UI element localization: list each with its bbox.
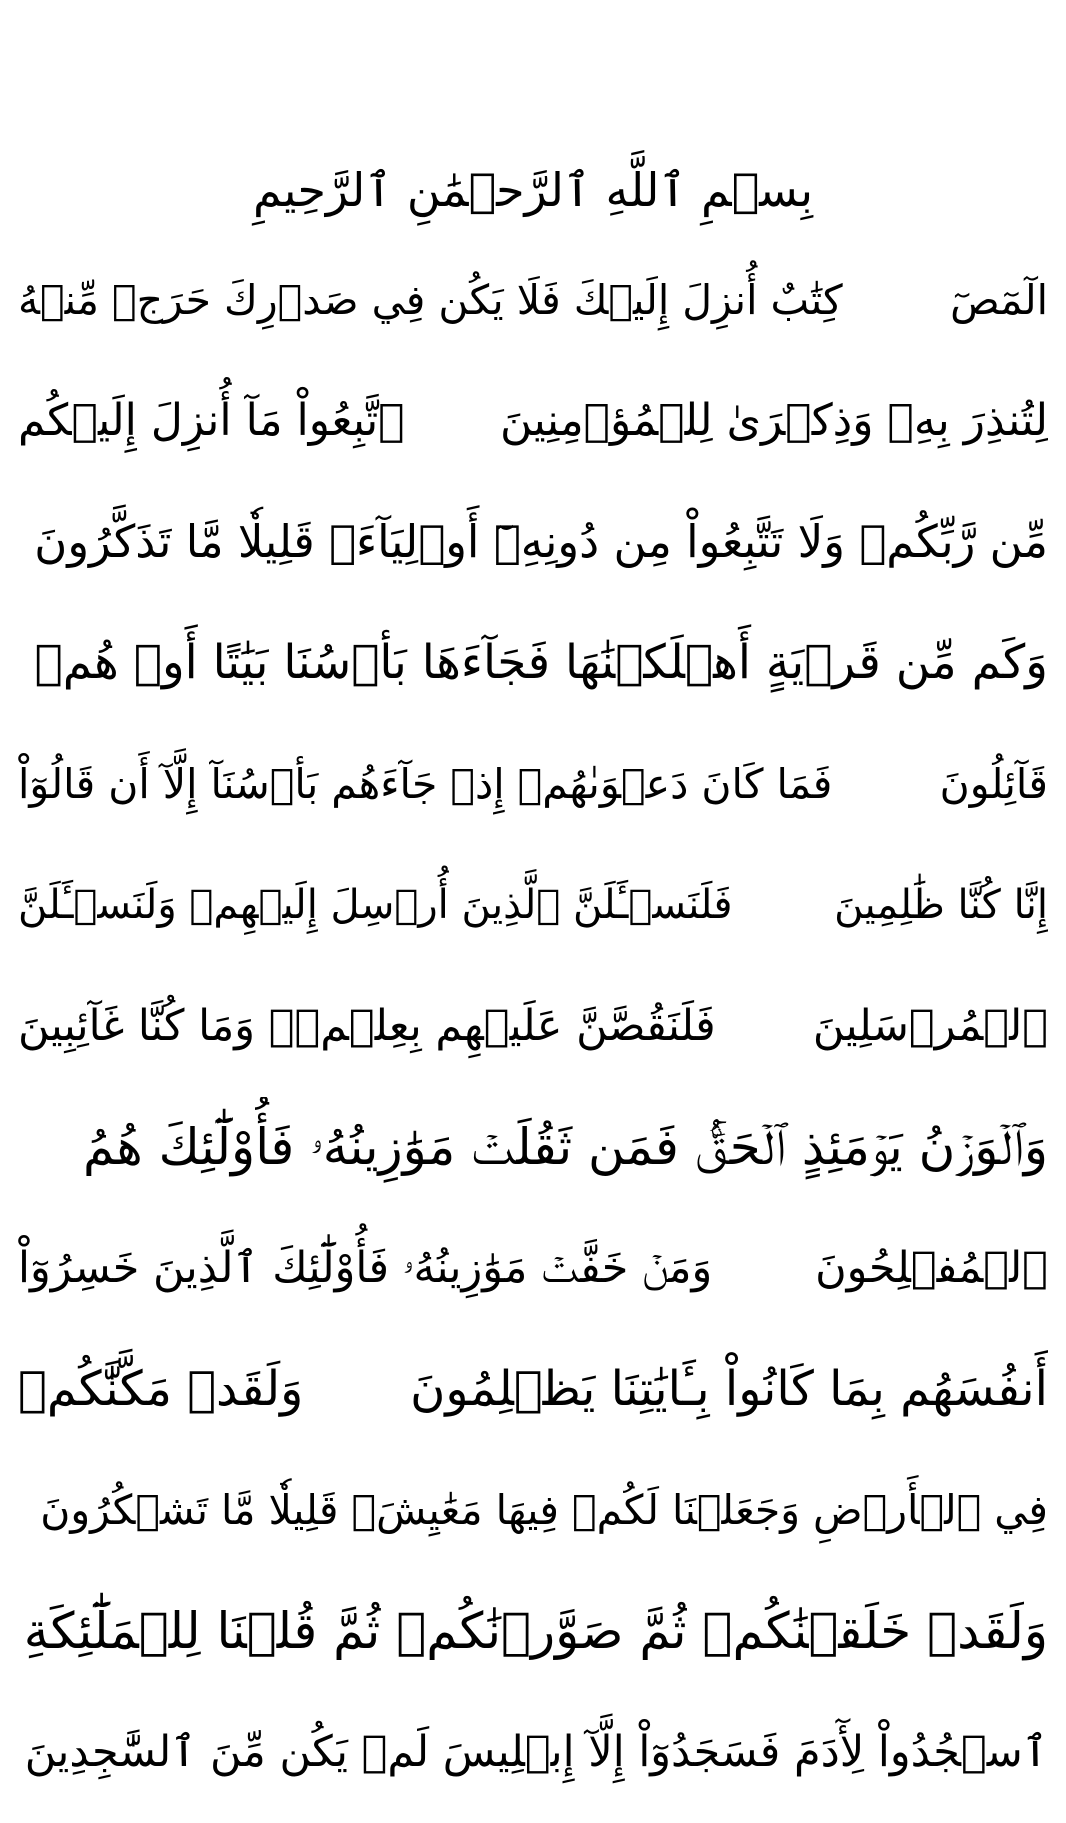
verse-text: ٱسۡجُدُواْ لِأٓدَمَ فَسَجَدُوٓاْ إِلَّآ إِبۡلِيسَ لَمۡ يَكُن مِّنَ ٱلسَّٰجِدِينَ <box>24 1727 1048 1777</box>
verse-line <box>18 1218 1048 1318</box>
verse-text: قَآئِلُونَ <box>939 760 1048 808</box>
verse-text: ٱتَّبِعُواْ مَآ أُنزِلَ إِلَيۡكُم <box>18 395 405 446</box>
verse-line <box>18 1097 1048 1197</box>
verse-line <box>18 492 1048 592</box>
verse-text: وَلَقَدۡ مَكَّنَّٰكُمۡ <box>18 1361 304 1417</box>
verse-line <box>18 371 1048 471</box>
verse-text: الٓمٓصٓ <box>950 276 1048 324</box>
verse-line <box>18 250 1048 350</box>
verse-line <box>18 1339 1048 1439</box>
verse-line <box>18 1702 1048 1802</box>
verse-text: فَلَنَقُصَّنَّ عَلَيۡهِم بِعِلۡمٖۖ وَمَا كُنَّا غَآئِبِينَ <box>18 1001 716 1051</box>
verse-line <box>18 976 1048 1076</box>
verse-line <box>18 734 1048 834</box>
verse-text: لِتُنذِرَ بِهِۦ وَذِكۡرَىٰ لِلۡمُؤۡمِنِينَ <box>500 395 1048 446</box>
verse-lines <box>18 250 1048 1823</box>
verse-text: وَلَقَدۡ خَلَقۡنَٰكُمۡ ثُمَّ صَوَّرۡنَٰكُمۡ ثُمَّ قُلۡنَا لِلۡمَلَٰٓئِكَةِ <box>23 1602 1048 1660</box>
verse-text: ٱلۡمُرۡسَلِينَ <box>812 1001 1048 1051</box>
verse-text: وَكَم مِّن قَرۡيَةٍ أَهۡلَكۡنَٰهَا فَجَآءَهَا بَأۡسُنَا بَيَٰتًا أَوۡ هُمۡ <box>34 635 1048 690</box>
verse-text: فَمَا كَانَ دَعۡوَىٰهُمۡ إِذۡ جَآءَهُم بَأۡسُنَآ إِلَّآ أَن قَالُوٓاْ <box>18 760 833 808</box>
verse-line <box>18 613 1048 713</box>
verse-line <box>18 1460 1048 1560</box>
verse-text: وَمَنۡ خَفَّتۡ مَوَٰزِينُهُۥ فَأُوْلَٰٓئِكَ ٱلَّذِينَ خَسِرُوٓاْ <box>18 1243 713 1293</box>
verse-text: وَٱلۡوَزۡنُ يَوۡمَئِذٍ ٱلۡحَقُّۚ فَمَن ثَقُلَتۡ مَوَٰزِينُهُۥ فَأُوْلَٰٓئِكَ هُمُ <box>83 1118 1048 1176</box>
basmala: بِسۡمِ ٱللَّهِ ٱلرَّحۡمَٰنِ ٱلرَّحِيمِ <box>252 163 814 217</box>
verse-text: ٱلۡمُفۡلِحُونَ <box>815 1243 1048 1293</box>
verse-text: فَلَنَسۡـَٔلَنَّ ٱلَّذِينَ أُرۡسِلَ إِلَيۡهِمۡ وَلَنَسۡـَٔلَنَّ <box>18 882 733 928</box>
verse-text: كِتَٰبٌ أُنزِلَ إِلَيۡكَ فَلَا يَكُن فِي صَدۡرِكَ حَرَجٞ مِّنۡهُ <box>18 276 843 324</box>
verse-text: مِّن رَّبِّكُمۡ وَلَا تَتَّبِعُواْ مِن دُونِهِۦٓ أَوۡلِيَآءَۗ قَلِيلٗا مَّا تَذَكَّرُونَ <box>34 515 1048 568</box>
verse-text: إِنَّا كُنَّا ظَٰلِمِينَ <box>834 882 1048 928</box>
verse-text: فِي ٱلۡأَرۡضِ وَجَعَلۡنَا لَكُمۡ فِيهَا مَعَٰيِشَۗ قَلِيلٗا مَّا تَشۡكُرُونَ <box>40 1486 1048 1534</box>
verse-line <box>18 1581 1048 1681</box>
verse-line <box>18 855 1048 955</box>
verse-text: أَنفُسَهُم بِمَا كَانُواْ بِـَٔايَٰتِنَا يَظۡلِمُونَ <box>410 1361 1048 1417</box>
